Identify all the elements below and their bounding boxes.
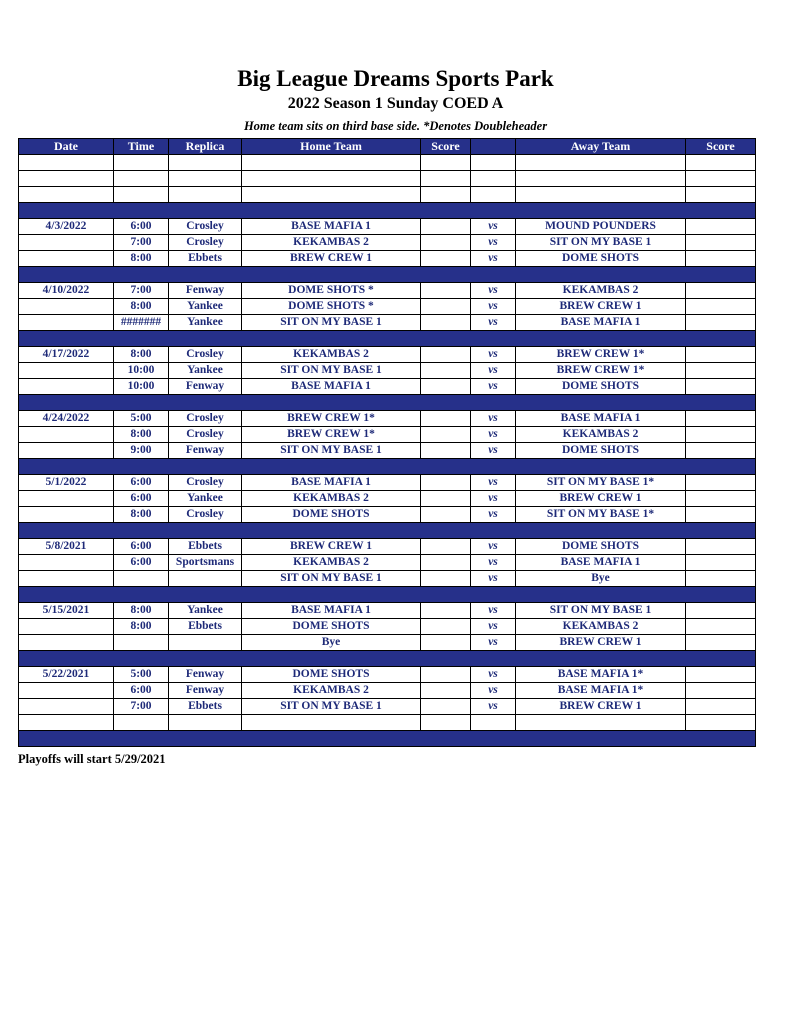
away-score-cell <box>686 539 756 555</box>
time-cell: 7:00 <box>114 699 169 715</box>
replica-cell: Fenway <box>169 683 242 699</box>
date-cell <box>19 571 114 587</box>
game-row <box>19 315 756 331</box>
separator-band <box>19 331 756 347</box>
separator-row <box>19 587 756 603</box>
replica-cell <box>169 715 242 731</box>
away-score-cell <box>686 235 756 251</box>
vs-cell: vs <box>471 443 516 459</box>
home-team-cell: BASE MAFIA 1 <box>242 219 421 235</box>
home-score-cell <box>421 411 471 427</box>
vs-cell: vs <box>471 635 516 651</box>
replica-cell <box>169 171 242 187</box>
game-row <box>19 507 756 523</box>
away-score-cell <box>686 683 756 699</box>
away-team-cell: BASE MAFIA 1 <box>516 555 686 571</box>
home-team-cell <box>242 187 421 203</box>
col-header-score: Score <box>686 139 756 155</box>
separator-row <box>19 651 756 667</box>
home-score-cell <box>421 699 471 715</box>
home-score-cell <box>421 315 471 331</box>
home-team-cell: BREW CREW 1 <box>242 539 421 555</box>
replica-cell: Yankee <box>169 491 242 507</box>
time-cell: 8:00 <box>114 619 169 635</box>
time-cell <box>114 171 169 187</box>
replica-cell <box>169 187 242 203</box>
home-score-cell <box>421 363 471 379</box>
time-cell <box>114 155 169 171</box>
separator-row <box>19 203 756 219</box>
game-row <box>19 539 756 555</box>
home-team-cell: KEKAMBAS 2 <box>242 491 421 507</box>
date-cell: 4/10/2022 <box>19 283 114 299</box>
empty-row <box>19 155 756 171</box>
vs-cell: vs <box>471 379 516 395</box>
away-team-cell <box>516 187 686 203</box>
away-team-cell: KEKAMBAS 2 <box>516 283 686 299</box>
date-cell <box>19 171 114 187</box>
date-cell <box>19 491 114 507</box>
away-score-cell <box>686 171 756 187</box>
empty-row <box>19 715 756 731</box>
replica-cell: Fenway <box>169 667 242 683</box>
away-score-cell <box>686 155 756 171</box>
date-cell <box>19 443 114 459</box>
home-team-cell: KEKAMBAS 2 <box>242 235 421 251</box>
separator-band <box>19 523 756 539</box>
replica-cell: Yankee <box>169 315 242 331</box>
time-cell: ####### <box>114 315 169 331</box>
home-team-cell <box>242 171 421 187</box>
time-cell <box>114 571 169 587</box>
away-team-cell: DOME SHOTS <box>516 443 686 459</box>
game-row <box>19 251 756 267</box>
date-cell <box>19 555 114 571</box>
away-score-cell <box>686 347 756 363</box>
replica-cell: Yankee <box>169 603 242 619</box>
game-row <box>19 635 756 651</box>
replica-cell: Ebbets <box>169 539 242 555</box>
home-team-cell: DOME SHOTS <box>242 507 421 523</box>
vs-cell: vs <box>471 363 516 379</box>
away-team-cell: BREW CREW 1* <box>516 347 686 363</box>
away-score-cell <box>686 555 756 571</box>
away-score-cell <box>686 603 756 619</box>
time-cell <box>114 187 169 203</box>
away-team-cell: SIT ON MY BASE 1* <box>516 507 686 523</box>
game-row <box>19 411 756 427</box>
time-cell: 6:00 <box>114 555 169 571</box>
replica-cell: Fenway <box>169 443 242 459</box>
vs-cell: vs <box>471 411 516 427</box>
home-team-cell: KEKAMBAS 2 <box>242 347 421 363</box>
home-team-cell: DOME SHOTS <box>242 619 421 635</box>
replica-cell <box>169 571 242 587</box>
empty-row <box>19 171 756 187</box>
game-row <box>19 699 756 715</box>
game-row <box>19 619 756 635</box>
empty-row <box>19 187 756 203</box>
away-score-cell <box>686 251 756 267</box>
time-cell: 8:00 <box>114 507 169 523</box>
game-row <box>19 491 756 507</box>
separator-row <box>19 267 756 283</box>
home-score-cell <box>421 299 471 315</box>
time-cell: 7:00 <box>114 283 169 299</box>
home-score-cell <box>421 507 471 523</box>
date-cell <box>19 251 114 267</box>
away-score-cell <box>686 219 756 235</box>
separator-row <box>19 331 756 347</box>
replica-cell: Crosley <box>169 347 242 363</box>
separator-band <box>19 651 756 667</box>
vs-cell: vs <box>471 699 516 715</box>
home-team-cell: SIT ON MY BASE 1 <box>242 315 421 331</box>
home-score-cell <box>421 427 471 443</box>
home-team-cell: SIT ON MY BASE 1 <box>242 571 421 587</box>
col-header-home-team: Home Team <box>242 139 421 155</box>
home-team-cell: KEKAMBAS 2 <box>242 555 421 571</box>
away-score-cell <box>686 363 756 379</box>
game-row <box>19 475 756 491</box>
home-team-cell <box>242 715 421 731</box>
away-team-cell: BASE MAFIA 1* <box>516 683 686 699</box>
home-score-cell <box>421 379 471 395</box>
vs-cell: vs <box>471 219 516 235</box>
schedule-body <box>19 155 756 747</box>
page-title: Big League Dreams Sports Park <box>237 66 554 91</box>
home-team-cell: BASE MAFIA 1 <box>242 475 421 491</box>
home-team-cell: BASE MAFIA 1 <box>242 379 421 395</box>
time-cell: 6:00 <box>114 539 169 555</box>
replica-cell: Sportsmans <box>169 555 242 571</box>
home-team-cell: DOME SHOTS * <box>242 299 421 315</box>
time-cell: 6:00 <box>114 475 169 491</box>
home-team-cell: SIT ON MY BASE 1 <box>242 699 421 715</box>
home-score-cell <box>421 555 471 571</box>
vs-cell: vs <box>471 555 516 571</box>
time-cell: 6:00 <box>114 219 169 235</box>
game-row <box>19 363 756 379</box>
away-team-cell <box>516 171 686 187</box>
replica-cell: Crosley <box>169 507 242 523</box>
away-team-cell <box>516 715 686 731</box>
time-cell: 6:00 <box>114 491 169 507</box>
away-team-cell: KEKAMBAS 2 <box>516 619 686 635</box>
date-cell <box>19 235 114 251</box>
away-team-cell: BREW CREW 1 <box>516 699 686 715</box>
date-cell: 4/3/2022 <box>19 219 114 235</box>
game-row <box>19 443 756 459</box>
home-score-cell <box>421 443 471 459</box>
home-team-cell: BREW CREW 1 <box>242 251 421 267</box>
away-team-cell: DOME SHOTS <box>516 379 686 395</box>
replica-cell: Crosley <box>169 427 242 443</box>
home-score-cell <box>421 235 471 251</box>
date-cell <box>19 619 114 635</box>
away-team-cell <box>516 155 686 171</box>
replica-cell: Crosley <box>169 235 242 251</box>
date-cell <box>19 315 114 331</box>
vs-cell: vs <box>471 283 516 299</box>
away-team-cell: BASE MAFIA 1 <box>516 315 686 331</box>
away-team-cell: SIT ON MY BASE 1 <box>516 603 686 619</box>
home-team-cell: DOME SHOTS <box>242 667 421 683</box>
date-cell <box>19 299 114 315</box>
home-team-cell: BREW CREW 1* <box>242 411 421 427</box>
season-subtitle: 2022 Season 1 Sunday COED A <box>287 95 504 113</box>
home-score-cell <box>421 219 471 235</box>
time-cell: 5:00 <box>114 667 169 683</box>
date-cell <box>19 507 114 523</box>
vs-cell: vs <box>471 667 516 683</box>
away-score-cell <box>686 411 756 427</box>
away-team-cell: KEKAMBAS 2 <box>516 427 686 443</box>
vs-cell: vs <box>471 347 516 363</box>
away-score-cell <box>686 491 756 507</box>
game-row <box>19 299 756 315</box>
col-header-date: Date <box>19 139 114 155</box>
away-score-cell <box>686 299 756 315</box>
replica-cell: Fenway <box>169 283 242 299</box>
separator-row <box>19 395 756 411</box>
vs-cell: vs <box>471 603 516 619</box>
replica-cell <box>169 155 242 171</box>
col-header-time: Time <box>114 139 169 155</box>
away-team-cell: BREW CREW 1 <box>516 299 686 315</box>
home-score-cell <box>421 619 471 635</box>
date-cell <box>19 699 114 715</box>
vs-cell: vs <box>471 507 516 523</box>
replica-cell: Fenway <box>169 379 242 395</box>
away-score-cell <box>686 379 756 395</box>
replica-cell: Crosley <box>169 411 242 427</box>
separator-band <box>19 395 756 411</box>
game-row <box>19 603 756 619</box>
away-team-cell: BREW CREW 1 <box>516 635 686 651</box>
vs-cell: vs <box>471 491 516 507</box>
separator-row <box>19 731 756 747</box>
home-score-cell <box>421 187 471 203</box>
vs-cell: vs <box>471 619 516 635</box>
away-team-cell: DOME SHOTS <box>516 251 686 267</box>
separator-row <box>19 459 756 475</box>
vs-cell: vs <box>471 683 516 699</box>
away-team-cell: BREW CREW 1 <box>516 491 686 507</box>
time-cell: 7:00 <box>114 235 169 251</box>
home-team-cell: BASE MAFIA 1 <box>242 603 421 619</box>
away-team-cell: BREW CREW 1* <box>516 363 686 379</box>
date-cell: 5/22/2021 <box>19 667 114 683</box>
home-score-cell <box>421 539 471 555</box>
away-score-cell <box>686 315 756 331</box>
away-team-cell: Bye <box>516 571 686 587</box>
date-cell: 5/1/2022 <box>19 475 114 491</box>
away-score-cell <box>686 635 756 651</box>
replica-cell: Crosley <box>169 475 242 491</box>
separator-row <box>19 523 756 539</box>
home-score-cell <box>421 667 471 683</box>
col-header-away-team: Away Team <box>516 139 686 155</box>
home-team-cell: SIT ON MY BASE 1 <box>242 443 421 459</box>
vs-cell <box>471 171 516 187</box>
home-score-cell <box>421 635 471 651</box>
away-team-cell: SIT ON MY BASE 1* <box>516 475 686 491</box>
time-cell: 9:00 <box>114 443 169 459</box>
home-team-cell: BREW CREW 1* <box>242 427 421 443</box>
home-score-cell <box>421 603 471 619</box>
home-team-cell <box>242 155 421 171</box>
col-header-score: Score <box>421 139 471 155</box>
game-row <box>19 235 756 251</box>
game-row <box>19 347 756 363</box>
vs-cell: vs <box>471 315 516 331</box>
time-cell: 8:00 <box>114 347 169 363</box>
time-cell: 8:00 <box>114 603 169 619</box>
away-score-cell <box>686 699 756 715</box>
away-team-cell: MOUND POUNDERS <box>516 219 686 235</box>
home-score-cell <box>421 155 471 171</box>
game-row <box>19 571 756 587</box>
vs-cell: vs <box>471 235 516 251</box>
home-team-cell: KEKAMBAS 2 <box>242 683 421 699</box>
separator-band <box>19 267 756 283</box>
away-score-cell <box>686 475 756 491</box>
separator-band <box>19 459 756 475</box>
away-team-cell: DOME SHOTS <box>516 539 686 555</box>
home-score-cell <box>421 571 471 587</box>
game-row <box>19 683 756 699</box>
home-score-cell <box>421 491 471 507</box>
away-score-cell <box>686 619 756 635</box>
vs-cell: vs <box>471 571 516 587</box>
vs-cell <box>471 187 516 203</box>
away-score-cell <box>686 507 756 523</box>
replica-cell: Yankee <box>169 363 242 379</box>
away-score-cell <box>686 187 756 203</box>
vs-cell <box>471 155 516 171</box>
replica-cell <box>169 635 242 651</box>
away-score-cell <box>686 427 756 443</box>
home-team-note: Home team sits on third base side. *Denotes Doubleheader <box>243 118 548 133</box>
date-cell: 5/8/2021 <box>19 539 114 555</box>
date-cell: 5/15/2021 <box>19 603 114 619</box>
time-cell: 10:00 <box>114 363 169 379</box>
date-cell: 4/17/2022 <box>19 347 114 363</box>
home-team-cell: SIT ON MY BASE 1 <box>242 363 421 379</box>
date-cell <box>19 635 114 651</box>
date-cell: 4/24/2022 <box>19 411 114 427</box>
date-cell <box>19 427 114 443</box>
date-cell <box>19 363 114 379</box>
game-row <box>19 219 756 235</box>
vs-cell: vs <box>471 427 516 443</box>
game-row <box>19 283 756 299</box>
date-cell <box>19 187 114 203</box>
home-score-cell <box>421 683 471 699</box>
time-cell: 8:00 <box>114 427 169 443</box>
away-team-cell: BASE MAFIA 1 <box>516 411 686 427</box>
away-score-cell <box>686 715 756 731</box>
vs-cell: vs <box>471 299 516 315</box>
separator-band <box>19 731 756 747</box>
home-score-cell <box>421 251 471 267</box>
playoffs-note: Playoffs will start 5/29/2021 <box>18 752 166 767</box>
time-cell: 6:00 <box>114 683 169 699</box>
schedule-table <box>18 138 756 747</box>
time-cell: 10:00 <box>114 379 169 395</box>
game-row <box>19 427 756 443</box>
home-team-cell: DOME SHOTS * <box>242 283 421 299</box>
away-score-cell <box>686 667 756 683</box>
home-score-cell <box>421 283 471 299</box>
time-cell: 8:00 <box>114 299 169 315</box>
replica-cell: Crosley <box>169 219 242 235</box>
home-score-cell <box>421 347 471 363</box>
away-team-cell: SIT ON MY BASE 1 <box>516 235 686 251</box>
home-score-cell <box>421 715 471 731</box>
replica-cell: Ebbets <box>169 251 242 267</box>
vs-cell: vs <box>471 475 516 491</box>
replica-cell: Yankee <box>169 299 242 315</box>
date-cell <box>19 379 114 395</box>
away-score-cell <box>686 571 756 587</box>
game-row <box>19 667 756 683</box>
date-cell <box>19 683 114 699</box>
replica-cell: Ebbets <box>169 619 242 635</box>
date-cell <box>19 155 114 171</box>
vs-cell: vs <box>471 539 516 555</box>
time-cell <box>114 715 169 731</box>
home-score-cell <box>421 171 471 187</box>
away-score-cell <box>686 283 756 299</box>
time-cell: 5:00 <box>114 411 169 427</box>
replica-cell: Ebbets <box>169 699 242 715</box>
date-cell <box>19 715 114 731</box>
separator-band <box>19 203 756 219</box>
vs-cell: vs <box>471 251 516 267</box>
home-team-cell: Bye <box>242 635 421 651</box>
away-score-cell <box>686 443 756 459</box>
col-header-replica: Replica <box>169 139 242 155</box>
separator-band <box>19 587 756 603</box>
header-row <box>19 139 756 155</box>
time-cell: 8:00 <box>114 251 169 267</box>
away-team-cell: BASE MAFIA 1* <box>516 667 686 683</box>
vs-cell <box>471 715 516 731</box>
game-row <box>19 379 756 395</box>
home-score-cell <box>421 475 471 491</box>
time-cell <box>114 635 169 651</box>
col-header-vs <box>471 139 516 155</box>
game-row <box>19 555 756 571</box>
